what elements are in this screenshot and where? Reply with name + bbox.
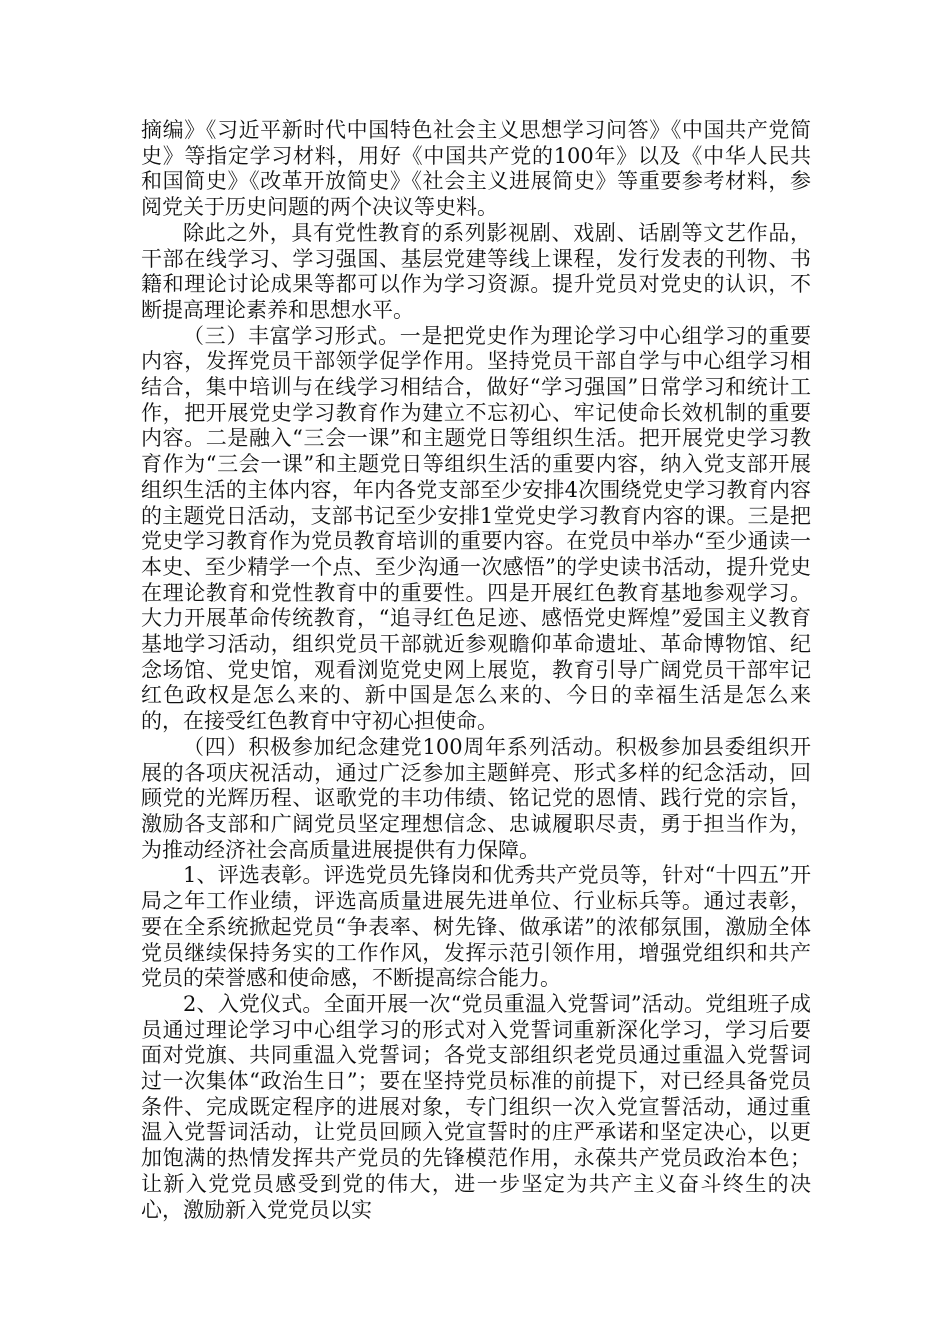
paragraph-joining-ceremony: 2、入党仪式。全面开展一次“党员重温入党誓词”活动。党组班子成员通过理论学习中心组学习的形式对入党誓词重新深化学习，学习后要面对党旗、共同重温入党誓词；各党支部组织老党员通过重温入党誓词过一次集体“政治生日”；要在坚持党员标准的前提下，对已经具备党员条件、完成既定程序的进展对象，专门组织一次入党宣誓活动，通过重温入党誓词活动，让党员回顾入党宣誓时的庄严承诺和坚定决心，以更加饱满的热情发挥共产党员的先锋模范作用，永葆共产党员政治本色；让新入党党员感受到党的伟大，进一步坚定为共产主义奋斗终生的决心，激励新入党党员以实 [141,991,811,1222]
paragraph-selection-commendation: 1、评选表彰。评选党员先锋岗和优秀共产党员等，针对“十四五”开局之年工作业绩，评选高质量进展先进单位、行业标兵等。通过表彰，要在全系统掀起党员“争表率、树先锋、做承诺”的浓郁氛围，激励全体党员继续保持务实的工作作风，发挥示范引领作用，增强党组织和共产党员的荣誉感和使命感，不断提高综合能力。 [141,863,811,991]
document-page [141,118,811,1223]
paragraph-centenary-activities: （四）积极参加纪念建党100周年系列活动。积极参加县委组织开展的各项庆祝活动，通过广泛参加主题鲜亮、形式多样的纪念活动，回顾党的光辉历程、讴歌党的丰功伟绩、铭记党的恩情、践行党的宗旨，激励各支部和广阔党员坚定理想信念、忠诚履职尽责，勇于担当作为，为推动经济社会高质量进展提供有力保障。 [141,734,811,862]
paragraph-enrich-learning-forms: （三）丰富学习形式。一是把党史作为理论学习中心组学习的重要内容，发挥党员干部领学促学作用。坚持党员干部自学与中心组学习相结合，集中培训与在线学习相结合，做好“学习强国”日常学习和统计工作，把开展党史学习教育作为建立不忘初心、牢记使命长效机制的重要内容。二是融入“三会一课”和主题党日等组织生活。把开展党史学习教育作为“三会一课”和主题党日等组织生活的重要内容，纳入党支部开展组织生活的主体内容，年内各党支部至少安排4次围绕党史学习教育内容的主题党日活动，支部书记至少安排1堂党史学习教育内容的课。三是把党史学习教育作为党员教育培训的重要内容。在党员中举办“至少通读一本史、至少精学一个点、至少沟通一次感悟”的学史读书活动，提升党史在理论教育和党性教育中的重要性。四是开展红色教育基地参观学习。大力开展革命传统教育，“追寻红色足迹、感悟党史辉煌”爱国主义教育基地学习活动，组织党员干部就近参观瞻仰革命遗址、革命博物馆、纪念场馆、党史馆，观看浏览党史网上展览，教育引导广阔党员干部牢记红色政权是怎么来的、新中国是怎么来的、今日的幸福生活是怎么来的，在接受红色教育中守初心担使命。 [141,323,811,734]
paragraph-study-materials: 摘编》《习近平新时代中国特色社会主义思想学习问答》《中国共产党简史》等指定学习材料，用好《中国共产党的100年》以及《中华人民共和国简史》《改革开放简史》《社会主义进展简史》等重要参考材料，参阅党关于历史问题的两个决议等史料。 [141,118,811,220]
paragraph-learning-resources: 除此之外，具有党性教育的系列影视剧、戏剧、话剧等文艺作品，干部在线学习、学习强国、基层党建等线上课程，发行发表的刊物、书籍和理论讨论成果等都可以作为学习资源。提升党员对党史的认识，不断提高理论素养和思想水平。 [141,220,811,322]
